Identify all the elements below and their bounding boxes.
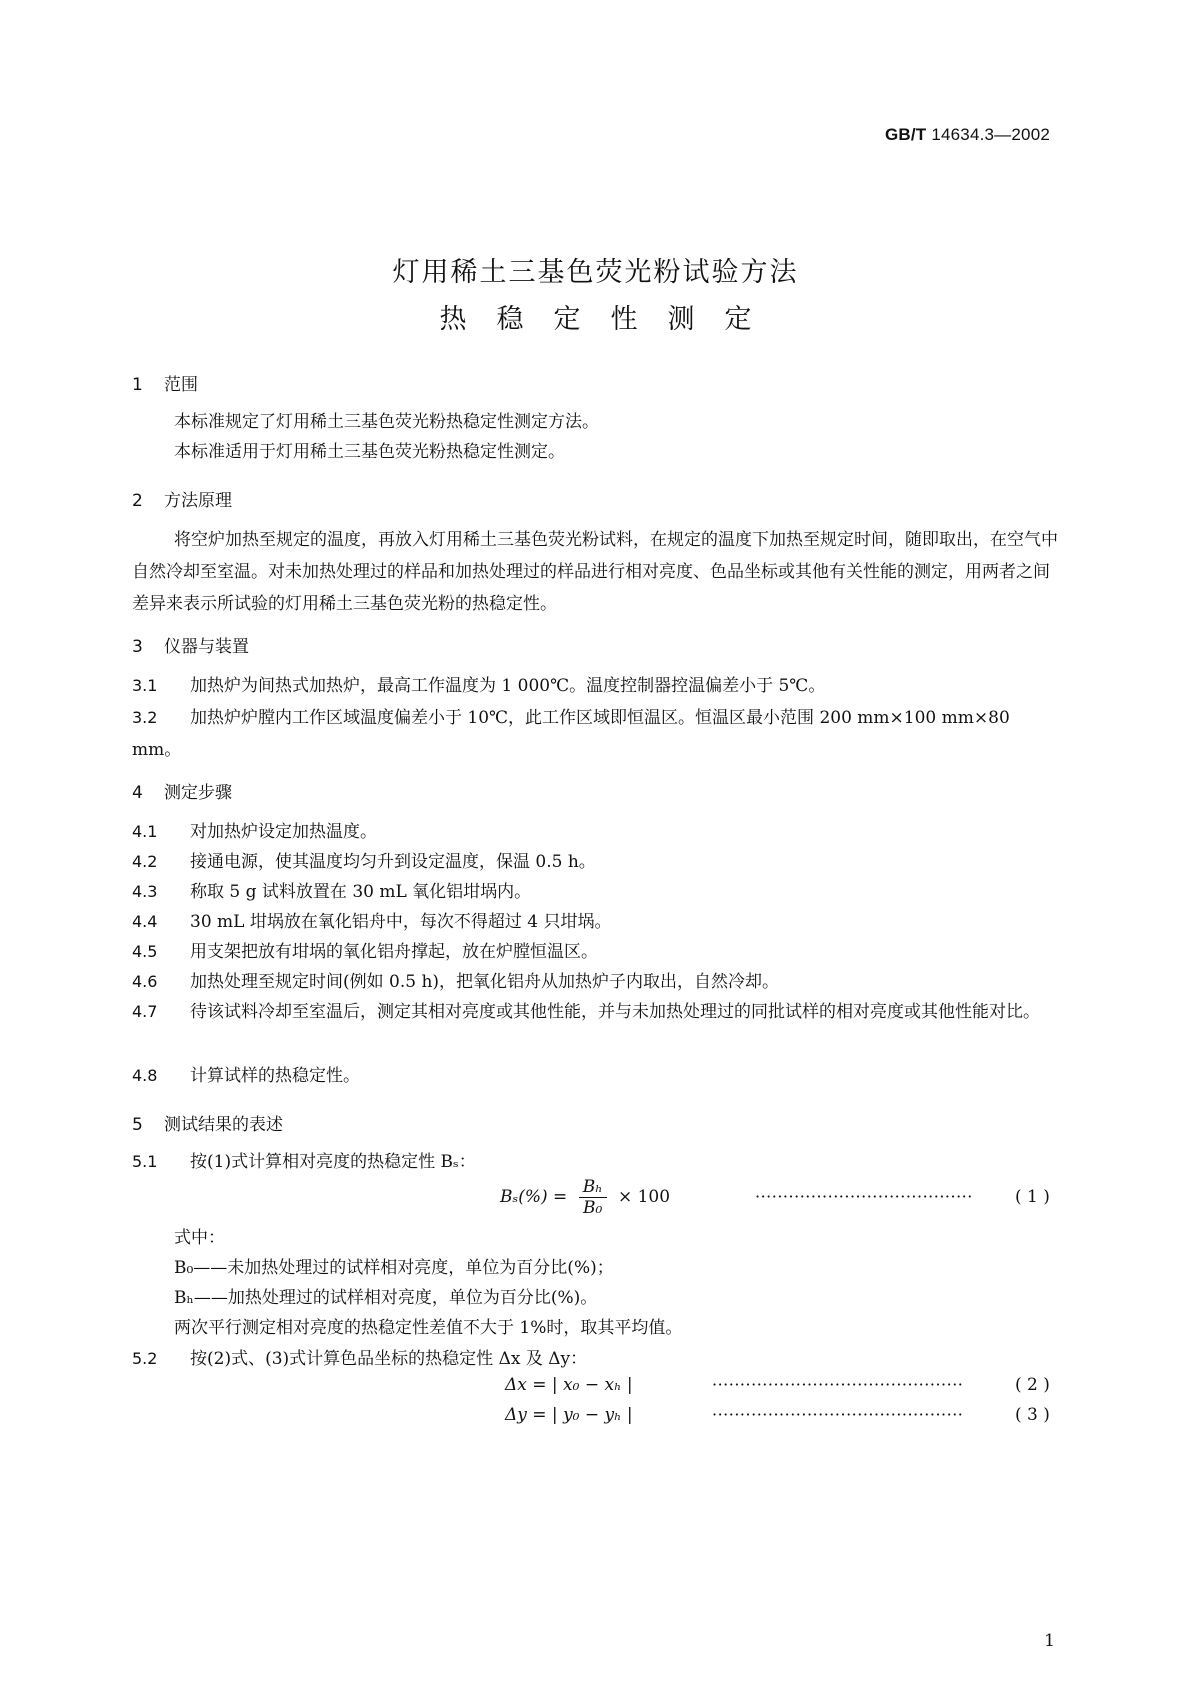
clause-4-3 (132, 876, 1058, 908)
equation-2: Δx = | x₀ − xₕ | (505, 1375, 633, 1395)
section-2-para-1: 将空炉加热至规定的温度，再放入灯用稀土三基色荧光粉试料，在规定的温度下加热至规定时间，随即取出，在空气中自然冷却至室温。对未加热处理过的样品和加热处理过的样品进行相对亮度、色品坐标或其他有关性能的测定，用两者之间差异来表示所试验的灯用稀土三基色荧光粉的热稳定性。 (132, 530, 1058, 614)
fraction-numerator: Bₕ (579, 1177, 607, 1198)
standard-prefix: GB/T (884, 125, 927, 144)
definition-b0: B₀——未加热处理过的试样相对亮度，单位为百分比(%)； (174, 1258, 614, 1278)
clause-text: 用支架把放有坩埚的氧化铝舟撑起，放在炉膛恒温区。 (190, 942, 598, 962)
document-subtitle: 热稳定性测定 (439, 304, 782, 335)
clause-number: 5.2 (132, 1349, 158, 1368)
clause-4-5 (132, 936, 1058, 968)
section-1-para-2: 本标准适用于灯用稀土三基色荧光粉热稳定性测定。 (174, 442, 565, 462)
clause-5-2 (132, 1343, 1058, 1375)
fraction (579, 1177, 607, 1218)
section-title: 仪器与装置 (164, 637, 249, 657)
clause-text: 待该试料冷却至室温后，测定其相对亮度或其他性能，并与未加热处理过的同批试样的相对亮度或其他性能对比。 (190, 1002, 1040, 1022)
clause-text: 按(2)式、(3)式计算色品坐标的热稳定性 Δx 及 Δy： (190, 1349, 588, 1369)
clause-number: 4.1 (132, 822, 158, 841)
averaging-note: 两次平行测定相对亮度的热稳定性差值不大于 1%时，取其平均值。 (174, 1318, 683, 1338)
clause-4-2 (132, 846, 1058, 878)
section-number: 4 (132, 783, 143, 803)
clause-number: 5.1 (132, 1152, 158, 1171)
clause-number: 4.6 (132, 972, 158, 991)
clause-number: 4.2 (132, 852, 158, 871)
clause-text: 30 mL 坩埚放在氧化铝舟中，每次不得超过 4 只坩埚。 (190, 912, 612, 932)
clause-text: 接通电源，使其温度均匀升到设定温度，保温 0.5 h。 (190, 852, 596, 872)
standard-code (885, 125, 1050, 145)
section-number: 5 (132, 1115, 143, 1135)
clause-text: 对加热炉设定加热温度。 (190, 822, 377, 842)
clause-3-1 (132, 670, 1058, 702)
section-title: 方法原理 (164, 491, 232, 511)
document-title: 灯用稀土三基色荧光粉试验方法 (392, 257, 799, 288)
clause-number: 4.8 (132, 1066, 158, 1085)
clause-number: 3.1 (132, 676, 158, 695)
page-number: 1 (1044, 1631, 1055, 1651)
fraction-denominator: B₀ (582, 1198, 603, 1218)
leader-dots: ············································· (712, 1405, 964, 1424)
section-1-para-1: 本标准规定了灯用稀土三基色荧光粉热稳定性测定方法。 (174, 412, 599, 432)
equation-3: Δy = | y₀ − yₕ | (505, 1405, 633, 1425)
clause-4-8 (132, 1060, 1058, 1092)
section-number: 2 (132, 491, 143, 511)
equation-number: ( 3 ) (1015, 1405, 1050, 1425)
clause-number: 4.4 (132, 912, 158, 931)
clause-text: 加热处理至规定时间(例如 0.5 h)，把氧化铝舟从加热炉子内取出，自然冷却。 (190, 972, 780, 992)
clause-4-4 (132, 906, 1058, 938)
section-1-heading (132, 370, 198, 395)
equation-number: ( 1 ) (1015, 1187, 1050, 1207)
section-3-heading (132, 632, 249, 657)
equation-1 (500, 1177, 670, 1218)
definition-bh: Bₕ——加热处理过的试样相对亮度，单位为百分比(%)。 (174, 1288, 598, 1308)
section-title: 测定步骤 (164, 783, 232, 803)
clause-text: 称取 5 g 试料放置在 30 mL 氧化铝坩埚内。 (190, 882, 532, 902)
where-label: 式中： (174, 1228, 225, 1248)
clause-number: 4.5 (132, 942, 158, 961)
section-title: 测试结果的表述 (164, 1115, 283, 1135)
leader-dots: ······································· (755, 1187, 973, 1206)
leader-dots: ············································· (712, 1375, 964, 1394)
equation-lhs: Bₛ(%) = (500, 1187, 568, 1207)
section-4-heading (132, 778, 232, 803)
equation-number: ( 2 ) (1015, 1375, 1050, 1395)
standard-number: 14634.3—2002 (931, 125, 1050, 144)
clause-3-2 (132, 702, 1058, 766)
clause-text: 加热炉为间热式加热炉，最高工作温度为 1 000℃。温度控制器控温偏差小于 5℃。 (190, 676, 826, 696)
clause-5-1 (132, 1146, 1058, 1178)
section-number: 3 (132, 637, 143, 657)
clause-4-7 (132, 996, 1058, 1028)
section-2-heading (132, 486, 232, 511)
clause-text: 加热炉炉膛内工作区域温度偏差小于 10℃，此工作区域即恒温区。恒温区最小范围 200 mm×100 mm×80 mm。 (132, 708, 1010, 760)
clause-number: 4.7 (132, 1002, 158, 1021)
clause-text: 计算试样的热稳定性。 (190, 1066, 360, 1086)
clause-4-6 (132, 966, 1058, 998)
clause-text: 按(1)式计算相对亮度的热稳定性 Bₛ： (190, 1152, 476, 1172)
clause-number: 4.3 (132, 882, 158, 901)
clause-number: 3.2 (132, 708, 158, 727)
section-title: 范围 (164, 375, 198, 395)
equation-rhs: × 100 (617, 1187, 671, 1207)
section-number: 1 (132, 375, 143, 395)
section-5-heading (132, 1110, 283, 1135)
clause-4-1 (132, 816, 1058, 848)
